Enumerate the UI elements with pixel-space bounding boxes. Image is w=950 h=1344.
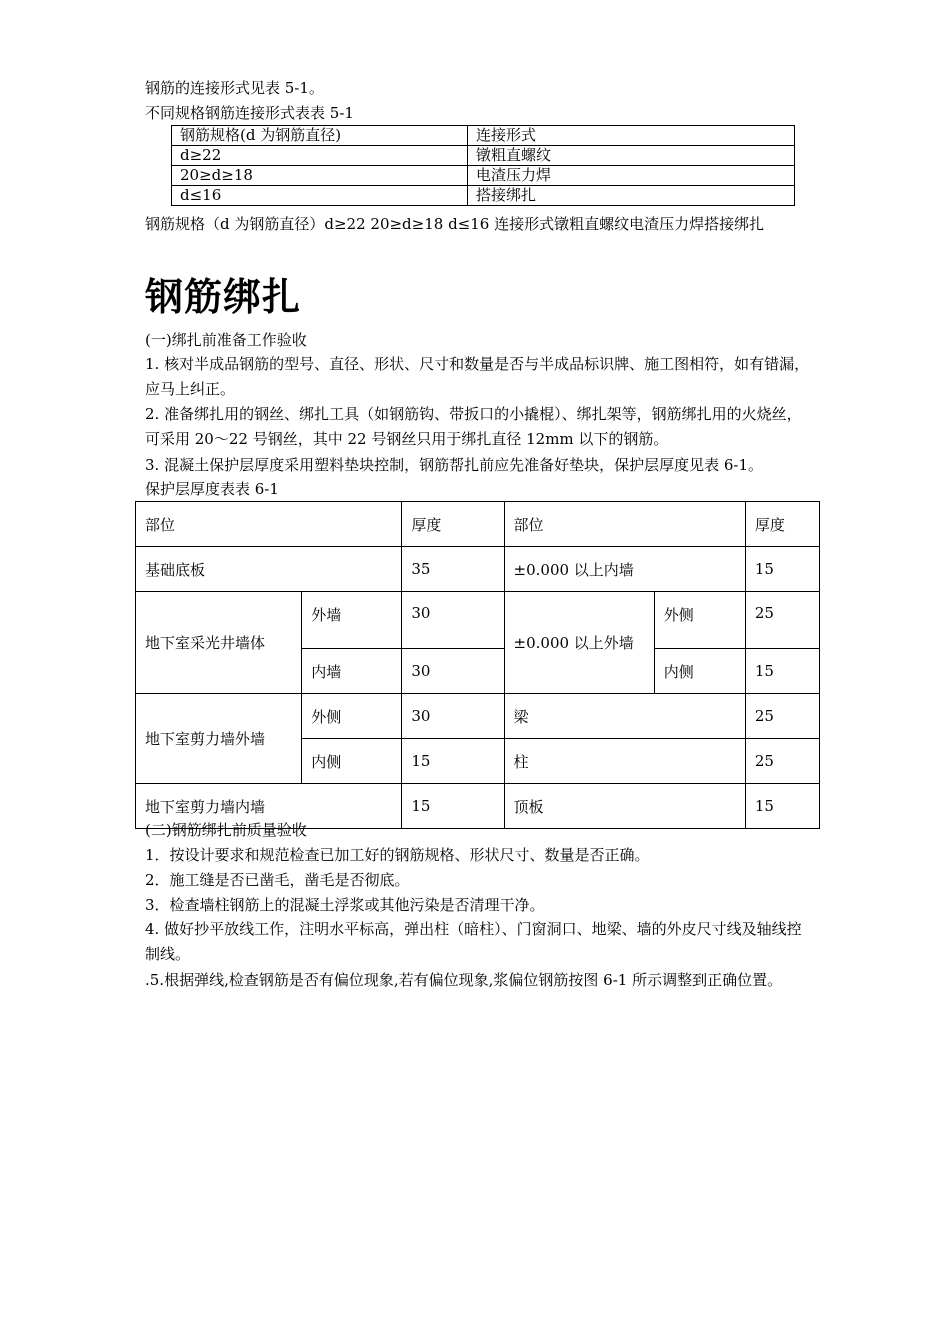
table-cell: 柱 xyxy=(504,739,745,784)
table-row xyxy=(136,592,820,649)
table-cell: 15 xyxy=(745,547,819,592)
table-cell: 30 xyxy=(402,694,504,739)
table-cell: 15 xyxy=(745,784,819,829)
table-cell: 30 xyxy=(402,649,504,694)
part1-item-2: 2. 准备绑扎用的钢丝、绑扎工具（如钢筋钩、带扳口的小撬棍）、绑扎架等，钢筋绑扎用的火烧丝，可采用 20～22 号钢丝，其中 22 号钢丝只用于绑扎直径 12mm 以下的钢筋。 xyxy=(145,405,802,448)
table-cell: 内墙 xyxy=(302,649,402,694)
table-header-cell: 部位 xyxy=(136,502,402,547)
table-header-row xyxy=(172,126,795,146)
table-cell: 35 xyxy=(402,547,504,592)
part2-item-1: 1．按设计要求和规范检查已加工好的钢筋规格、形状尺寸、数量是否正确。 xyxy=(145,846,650,864)
part1-item-3: 3. 混凝土保护层厚度采用塑料垫块控制，钢筋帮扎前应先准备好垫块，保护层厚度见表 6-1。 xyxy=(145,456,764,474)
table-cell: 30 xyxy=(402,592,504,649)
table-cell: 内侧 xyxy=(302,739,402,784)
table-cell: 15 xyxy=(402,784,504,829)
table-header-cell: 部位 xyxy=(504,502,745,547)
part1-heading: (一)绑扎前准备工作验收 xyxy=(145,331,307,349)
part2-item-2: 2．施工缝是否已凿毛，凿毛是否彻底。 xyxy=(145,871,410,889)
table-cell: 电渣压力焊 xyxy=(468,166,795,186)
part2-item-5: .5.根据弹线,检查钢筋是否有偏位现象,若有偏位现象,浆偏位钢筋按图 6-1 所示调整到正确位置。 xyxy=(145,971,783,989)
table-cell: 外侧 xyxy=(302,694,402,739)
section-title: 钢筋绑扎 xyxy=(145,275,302,319)
table-cell: 顶板 xyxy=(504,784,745,829)
table-cell: ±0.000 以上外墙 xyxy=(504,592,654,694)
table-cell: 25 xyxy=(745,739,819,784)
table-cell: 外侧 xyxy=(654,592,745,649)
table-cell: 内侧 xyxy=(654,649,745,694)
table-row xyxy=(172,166,795,186)
table-cell: 镦粗直螺纹 xyxy=(468,146,795,166)
table-cell: d≥22 xyxy=(172,146,468,166)
table-cell: 梁 xyxy=(504,694,745,739)
part2-item-4: 4. 做好抄平放线工作，注明水平标高，弹出柱（暗柱）、门窗洞口、地梁、墙的外皮尺寸线及轴线控制线。 xyxy=(145,920,802,963)
table1-caption: 不同规格钢筋连接形式表表 5-1 xyxy=(145,104,354,122)
table-cell: 地下室剪力墙内墙 xyxy=(136,784,402,829)
table-cell: 25 xyxy=(745,592,819,649)
table-row xyxy=(136,547,820,592)
table-cell: 基础底板 xyxy=(136,547,402,592)
part2-heading: (二)钢筋绑扎前质量验收 xyxy=(145,821,307,839)
table-header-row xyxy=(136,502,820,547)
intro-line-1: 钢筋的连接形式见表 5-1。 xyxy=(145,79,324,97)
table2-caption: 保护层厚度表表 6-1 xyxy=(145,480,279,498)
table-cell: 搭接绑扎 xyxy=(468,186,795,206)
table-row xyxy=(172,146,795,166)
table-header-cell: 连接形式 xyxy=(468,126,795,146)
table-header-cell: 钢筋规格(d 为钢筋直径) xyxy=(172,126,468,146)
table-cell: d≤16 xyxy=(172,186,468,206)
table-row xyxy=(172,186,795,206)
table-cell: 地下室剪力墙外墙 xyxy=(136,694,302,784)
cover-thickness-table xyxy=(135,501,820,829)
table-cell: 15 xyxy=(745,649,819,694)
table-cell: 25 xyxy=(745,694,819,739)
connection-type-table xyxy=(171,125,795,206)
table-cell: ±0.000 以上内墙 xyxy=(504,547,745,592)
table1-summary: 钢筋规格（d 为钢筋直径）d≥22 20≥d≥18 d≤16 连接形式镦粗直螺纹电渣压力焊搭接绑扎 xyxy=(145,215,765,233)
table-header-cell: 厚度 xyxy=(745,502,819,547)
table-cell: 外墙 xyxy=(302,592,402,649)
part2-item-3: 3．检查墙柱钢筋上的混凝土浮浆或其他污染是否清理干净。 xyxy=(145,896,545,914)
part1-item-1: 1. 核对半成品钢筋的型号、直径、形状、尺寸和数量是否与半成品标识牌、施工图相符，如有错漏，应马上纠正。 xyxy=(145,355,810,398)
table-cell: 地下室采光井墙体 xyxy=(136,592,302,694)
table-cell: 20≥d≥18 xyxy=(172,166,468,186)
table-cell: 15 xyxy=(402,739,504,784)
table-row xyxy=(136,694,820,739)
table-header-cell: 厚度 xyxy=(402,502,504,547)
